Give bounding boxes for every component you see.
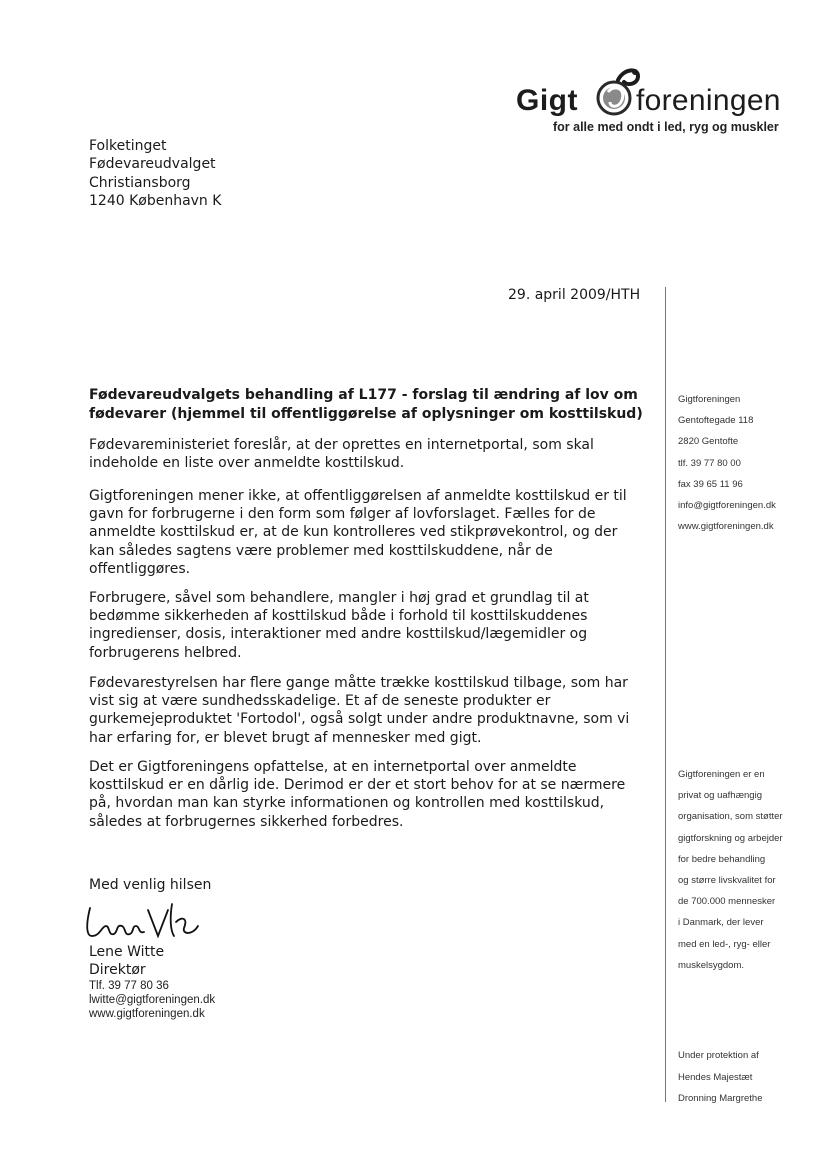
sidebar-about-line: muskelsygdom. [678, 959, 744, 971]
sidebar-about-line: gigtforskning og arbejder [678, 832, 783, 844]
sidebar-about-line: med en led-, ryg- eller [678, 938, 771, 950]
body-line: ingredienser, dosis, interaktioner med andre kosttilskud/lægemidler og [89, 626, 588, 643]
logo-tagline: for alle med ondt i led, ryg og muskler [553, 120, 779, 134]
sidebar-contact-line: 2820 Gentofte [678, 436, 739, 448]
closing-salutation: Med venlig hilsen [89, 877, 212, 893]
body-line: gurkemejeproduktet 'Fortodol', også solgt under andre produktnavne, som vi [89, 711, 630, 728]
recipient-address [89, 137, 221, 210]
body-line: Fødevareministeriet foreslår, at der oprettes en internetportal, som skal [89, 437, 594, 453]
sidebar-contact-line: Gigtforeningen [678, 394, 741, 405]
body-paragraph-5 [89, 758, 649, 831]
sidebar-contact-line: tlf. 39 77 80 00 [678, 457, 741, 469]
sidebar-about-line: privat og uafhængig [678, 790, 762, 802]
sidebar-about-text [678, 764, 783, 976]
sidebar-contact-line: info@gigtforeningen.dk [678, 500, 776, 512]
body-paragraph-2 [89, 487, 649, 578]
letter-subject [89, 386, 649, 423]
signer-website: www.gigtforeningen.dk [89, 1008, 205, 1020]
body-line: kan således sagtens være problemer med kosttilskuddene, når de [89, 542, 553, 559]
body-line: Forbrugere, såvel som behandlere, mangler i høj grad et grundlag til at [89, 590, 589, 606]
body-line: vist sig at være sundhedsskadelige. Et af de seneste produkter er [89, 693, 551, 710]
body-line: således at forbrugernes sikkerhed forbedres. [89, 813, 404, 830]
body-line: offentliggøres. [89, 560, 191, 577]
sidebar-about-line: i Danmark, der lever [678, 917, 764, 929]
body-line: Det er Gigtforeningens opfattelse, at en internetportal over anmeldte [89, 759, 577, 775]
sidebar-patron-line: Hendes Majestæt [678, 1071, 753, 1083]
signer-email: lwitte@gigtforeningen.dk [89, 994, 216, 1006]
address-line: 1240 København K [89, 192, 222, 209]
subject-line: Fødevareudvalgets behandling af L177 - forslag til ændring af lov om [89, 387, 638, 403]
sidebar-contact-line: Gentoftegade 118 [678, 415, 754, 427]
sidebar-about-line: Gigtforeningen er en [678, 769, 765, 780]
body-line: kosttilskud er en dårlig ide. Derimod er der et stort behov for at se nærmere [89, 777, 626, 794]
sidebar-about-line: organisation, som støtter [678, 811, 783, 823]
body-paragraph-4 [89, 674, 649, 747]
logo-text-gigt: Gigt [516, 84, 578, 117]
body-line: gavn for forbrugerne i den form som følger af lovforslaget. Fælles for de [89, 506, 596, 523]
body-line: Fødevarestyrelsen har flere gange måtte trække kosttilskud tilbage, som har [89, 675, 628, 691]
subject-line: fødevarer (hjemmel til offentliggørelse af oplysninger om kosttilskud) [89, 405, 643, 422]
body-line: anmeldte kosttilskud er, at de kun kontrolleres ved stikprøvekontrol, og der [89, 524, 618, 541]
sidebar-contact-line: www.gigtforeningen.dk [678, 521, 774, 533]
address-line: Fødevareudvalget [89, 156, 216, 173]
sidebar-about-line: de 700.000 mennesker [678, 896, 776, 908]
body-line: på, hvordan man kan styrke informationen og kontrollen med kosttilskud, [89, 795, 605, 812]
body-paragraph-3 [89, 589, 649, 662]
sidebar-divider [665, 287, 666, 1102]
sidebar-about-line: og større livskvalitet for [678, 875, 776, 887]
body-line: bedømme sikkerheden af kosttilskud både i forhold til kosttilskuddenes [89, 608, 588, 625]
sidebar-about-line: for bedre behandling [678, 853, 766, 865]
logo-text-foreningen: foreningen [636, 84, 781, 117]
sidebar-patron-line: Under protektion af [678, 1050, 759, 1061]
body-line: har erfaring for, er blevet brugt af mennesker med gigt. [89, 729, 482, 746]
signer-name: Lene Witte [89, 944, 165, 960]
letterhead-logo [512, 62, 792, 142]
signer-phone: Tlf. 39 77 80 36 [89, 980, 169, 992]
body-line: forbrugerens helbred. [89, 644, 242, 661]
address-line: Christiansborg [89, 174, 191, 191]
body-line: Gigtforeningen mener ikke, at offentliggørelsen af anmeldte kosttilskud er til [89, 488, 627, 504]
sidebar-contact-info [678, 389, 776, 537]
sidebar-patron [678, 1045, 763, 1110]
body-line: indeholde en liste over anmeldte kosttilskud. [89, 455, 405, 472]
handwritten-signature [84, 896, 204, 946]
signer-contact [89, 979, 215, 1021]
letter-date: 29. april 2009/HTH [508, 287, 641, 303]
body-paragraph-1 [89, 436, 649, 472]
address-line: Folketinget [89, 138, 167, 154]
sidebar-patron-line: Dronning Margrethe [678, 1093, 763, 1105]
sidebar-contact-line: fax 39 65 11 96 [678, 478, 743, 490]
signer-title: Direktør [89, 962, 146, 978]
